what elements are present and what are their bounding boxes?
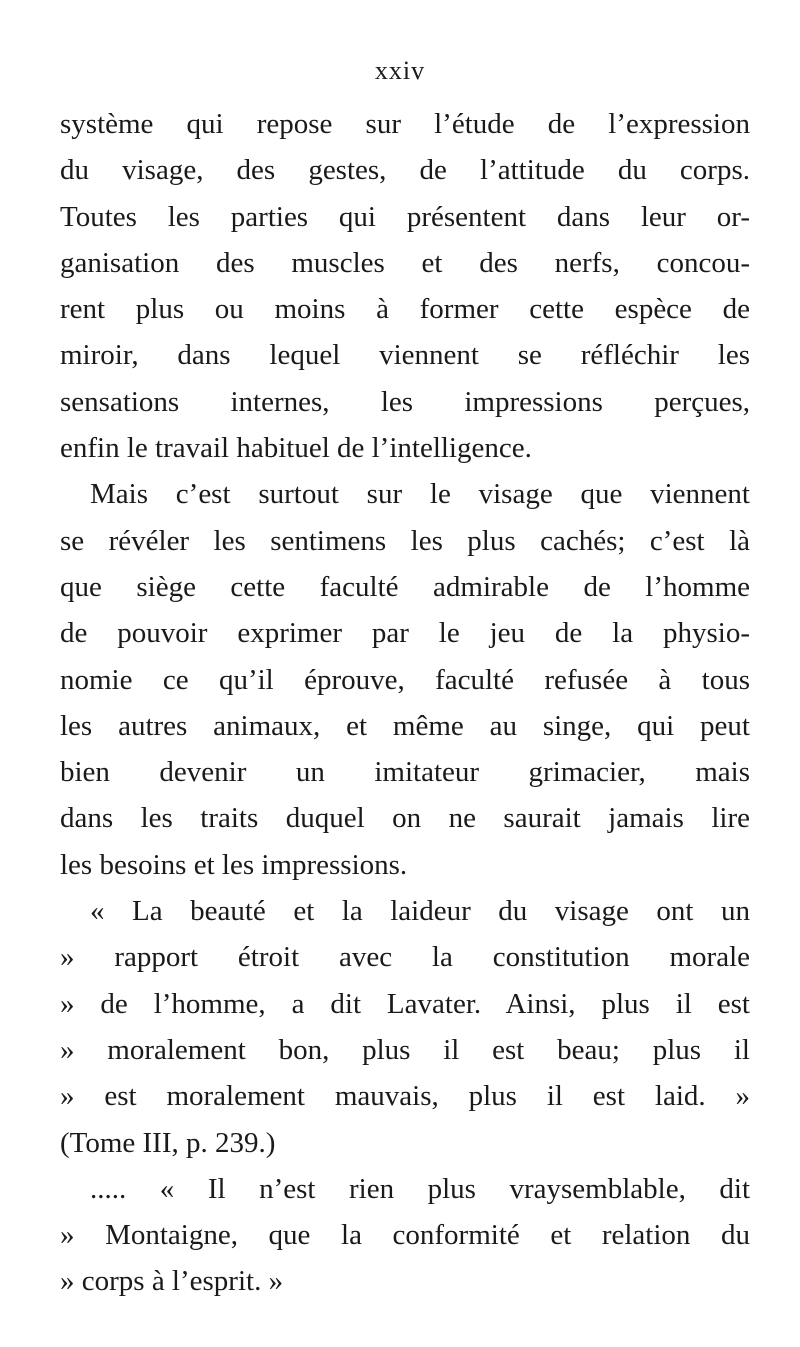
text-line: du visage, des gestes, de l’attitude du corps.: [60, 154, 750, 187]
text-line: système qui repose sur l’étude de l’expression: [60, 108, 750, 140]
text-line: Toutes les parties qui présentent dans leur or-: [60, 200, 750, 233]
quote-line: » est moralement mauvais, plus il est laid. »: [60, 1080, 750, 1113]
text-line: rent plus ou moins à former cette espèce de: [60, 293, 750, 326]
quote-line: » corps à l’esprit. »: [60, 1265, 284, 1298]
text-line: miroir, dans lequel viennent se réfléchir les: [60, 339, 750, 372]
quote-line: » rapport étroit avec la constitution morale: [60, 941, 750, 974]
text-line: les autres animaux, et même au singe, qui peut: [60, 709, 750, 742]
text-line: de pouvoir exprimer par le jeu de la physio-: [60, 617, 750, 650]
page-number: xxiv: [374, 56, 426, 85]
quote-line: » Montaigne, que la conformité et relation du: [60, 1219, 750, 1252]
text-line: que siège cette faculté admirable de l’homme: [60, 570, 750, 603]
quote-line: » de l’homme, a dit Lavater. Ainsi, plus il est: [60, 987, 750, 1020]
text-line: les besoins et les impressions.: [60, 848, 408, 881]
text-line: ganisation des muscles et des nerfs, concou-: [60, 246, 750, 279]
text-line: se révéler les sentimens les plus cachés; c’est là: [60, 524, 750, 557]
quote-line: » moralement bon, plus il est beau; plus il: [60, 1033, 750, 1066]
text-line: nomie ce qu’il éprouve, faculté refusée à tous: [60, 663, 750, 696]
quote-line: « La beauté et la laideur du visage ont un: [90, 895, 750, 928]
text-line: dans les traits duquel on ne saurait jamais lire: [60, 802, 750, 835]
text-line: bien devenir un imitateur grimacier, mais: [60, 756, 750, 789]
body-text: [60, 101, 750, 1305]
quote-line: ..... « Il n’est rien plus vraysemblable, dit: [90, 1172, 750, 1205]
citation-line: (Tome III, p. 239.): [60, 1126, 276, 1159]
text-line: Mais c’est surtout sur le visage que viennent: [90, 478, 750, 511]
text-line: enfin le travail habituel de l’intelligence.: [60, 432, 532, 465]
text-line: sensations internes, les impressions perçues,: [60, 385, 750, 418]
